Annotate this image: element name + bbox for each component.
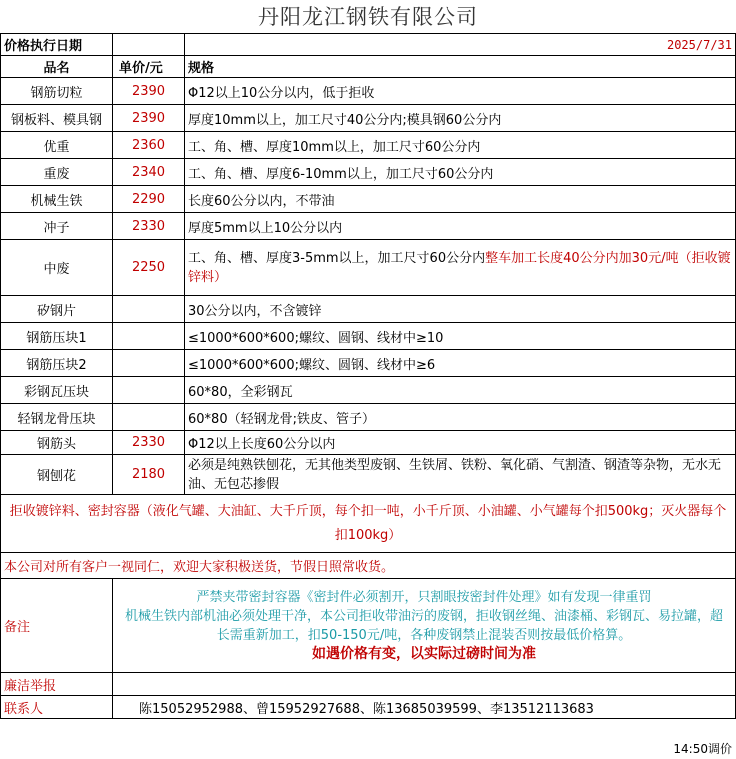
reject-notice: 拒收镀锌料、密封容器（液化气罐、大油缸、大千斤顶，每个扣一吨，小千斤顶、小油罐、小气罐每个扣500kg；灭火器每个扣100kg） bbox=[1, 495, 736, 553]
item-price bbox=[113, 404, 185, 431]
item-spec bbox=[185, 455, 736, 495]
item-price: 2330 bbox=[113, 213, 185, 240]
item-spec-text: Φ12以上长度60公分以内 bbox=[188, 437, 336, 452]
adjust-note: 14:50调价 bbox=[673, 742, 732, 756]
item-name: 冲子 bbox=[1, 213, 113, 240]
table-row bbox=[1, 240, 736, 296]
table-row bbox=[1, 105, 736, 132]
table-row bbox=[1, 78, 736, 105]
item-spec-text: 工、角、槽、厚度6-10mm以上，加工尺寸60公分内 bbox=[188, 166, 494, 182]
item-price: 2180 bbox=[113, 455, 185, 495]
item-spec bbox=[185, 240, 736, 296]
contact-row bbox=[1, 696, 736, 719]
table-row bbox=[1, 377, 736, 404]
item-spec bbox=[185, 186, 736, 213]
date-row bbox=[1, 34, 736, 56]
item-name: 重废 bbox=[1, 159, 113, 186]
item-name: 钢筋头 bbox=[1, 431, 113, 455]
item-name: 机械生铁 bbox=[1, 186, 113, 213]
item-name: 轻钢龙骨压块 bbox=[1, 404, 113, 431]
item-spec bbox=[185, 431, 736, 455]
remarks-line-3: 如遇价格有变，以实际过磅时间为准 bbox=[312, 645, 536, 662]
report-label: 廉洁举报 bbox=[1, 673, 113, 696]
contact-label: 联系人 bbox=[1, 696, 113, 719]
item-spec-text: Φ12以上10公分以内，低于拒收 bbox=[188, 85, 375, 101]
table-row bbox=[1, 431, 736, 455]
report-value bbox=[113, 673, 736, 696]
date-value: 2025/7/31 bbox=[185, 34, 736, 56]
item-price: 2290 bbox=[113, 186, 185, 213]
reject-notice-row bbox=[1, 495, 736, 553]
item-spec bbox=[185, 213, 736, 240]
item-spec bbox=[185, 296, 736, 323]
item-name: 优重 bbox=[1, 132, 113, 159]
remarks-label: 备注 bbox=[1, 579, 113, 673]
remarks-body bbox=[113, 579, 736, 673]
remarks-line-2: 机械生铁内部机油必须处理干净，本公司拒收带油污的废钢，拒收钢丝绳、油漆桶、彩钢瓦、易拉罐，超长需重新加工，扣50-150元/吨，各种废钢禁止混装否则按最低价格算。 bbox=[124, 608, 723, 643]
item-price bbox=[113, 350, 185, 377]
table-row bbox=[1, 296, 736, 323]
contact-numbers: 陈15052952988、曾15952927688、陈13685039599、李13512113683 bbox=[113, 696, 736, 719]
item-name: 矽钢片 bbox=[1, 296, 113, 323]
remarks-row bbox=[1, 579, 736, 673]
item-spec bbox=[185, 350, 736, 377]
item-spec-text: 厚度10mm以上，加工尺寸40公分内;模具钢60公分内 bbox=[188, 112, 502, 128]
item-spec-text: 厚度5mm以上10公分以内 bbox=[188, 220, 343, 236]
item-spec bbox=[185, 132, 736, 159]
item-price bbox=[113, 377, 185, 404]
table-row bbox=[1, 159, 736, 186]
item-name: 中废 bbox=[1, 240, 113, 296]
header-spec: 规格 bbox=[185, 56, 736, 78]
item-name: 彩钢瓦压块 bbox=[1, 377, 113, 404]
item-price bbox=[113, 296, 185, 323]
item-spec-text: 工、角、槽、厚度3-5mm以上，加工尺寸60公分内 bbox=[188, 250, 486, 266]
header-price: 单价/元 bbox=[113, 56, 185, 78]
item-spec-text: 60*80，全彩钢瓦 bbox=[188, 384, 293, 400]
item-spec bbox=[185, 377, 736, 404]
item-spec-text: ≤1000*600*600;螺纹、圆钢、线材中≥6 bbox=[188, 357, 436, 373]
item-spec bbox=[185, 105, 736, 132]
table-row bbox=[1, 213, 736, 240]
remarks-line-1: 严禁夹带密封容器《密封件必须割开，只割眼按密封件处理》如有发现一律重罚 bbox=[196, 589, 652, 605]
item-name: 钢筋压块2 bbox=[1, 350, 113, 377]
table-row bbox=[1, 404, 736, 431]
report-row bbox=[1, 673, 736, 696]
item-price: 2340 bbox=[113, 159, 185, 186]
item-price: 2390 bbox=[113, 78, 185, 105]
table-row bbox=[1, 323, 736, 350]
item-spec-text: 必须是纯熟铁刨花，无其他类型废钢、生铁屑、铁粉、氧化硝、气割渣、钢渣等杂物，无水无油、无包芯掺假 bbox=[188, 457, 722, 492]
table-row bbox=[1, 455, 736, 495]
table-row bbox=[1, 132, 736, 159]
item-name: 钢筋压块1 bbox=[1, 323, 113, 350]
item-name: 钢板料、模具钢 bbox=[1, 105, 113, 132]
date-spacer bbox=[113, 34, 185, 56]
table-row bbox=[1, 350, 736, 377]
item-price: 2250 bbox=[113, 240, 185, 296]
item-name: 钢刨花 bbox=[1, 455, 113, 495]
item-spec-extra: 整车加工长度40公分内加30元/吨（拒收镀锌料） bbox=[188, 250, 731, 285]
item-price bbox=[113, 323, 185, 350]
customer-notice-row bbox=[1, 553, 736, 579]
item-spec-text: 长度60公分以内，不带油 bbox=[188, 193, 335, 209]
customer-notice: 本公司对所有客户一视同仁，欢迎大家积极送货，节假日照常收货。 bbox=[1, 553, 736, 579]
item-price: 2360 bbox=[113, 132, 185, 159]
item-spec bbox=[185, 323, 736, 350]
item-spec bbox=[185, 159, 736, 186]
table-row bbox=[1, 186, 736, 213]
item-spec bbox=[185, 78, 736, 105]
item-spec-text: 工、角、槽、厚度10mm以上，加工尺寸60公分内 bbox=[188, 139, 481, 155]
price-table bbox=[0, 33, 736, 719]
item-name: 钢筋切粒 bbox=[1, 78, 113, 105]
date-label: 价格执行日期 bbox=[1, 34, 113, 56]
item-spec-text: ≤1000*600*600;螺纹、圆钢、线材中≥10 bbox=[188, 330, 444, 346]
item-spec-text: 30公分以内，不含镀锌 bbox=[188, 303, 322, 319]
item-price: 2390 bbox=[113, 105, 185, 132]
item-spec-text: 60*80（轻钢龙骨;铁皮、管子） bbox=[188, 411, 375, 427]
header-name: 品名 bbox=[1, 56, 113, 78]
page-title: 丹阳龙江钢铁有限公司 bbox=[258, 5, 478, 29]
header-row bbox=[1, 56, 736, 78]
item-price: 2330 bbox=[113, 431, 185, 455]
item-spec bbox=[185, 404, 736, 431]
